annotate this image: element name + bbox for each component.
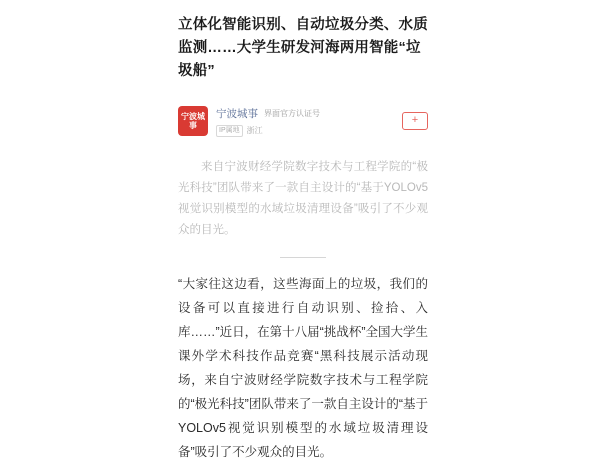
account-ip-line: [216, 125, 402, 137]
ip-label: IP属地: [216, 125, 243, 137]
avatar[interactable]: 宁波城事: [178, 106, 208, 136]
account-name-line: [216, 106, 402, 121]
account-name[interactable]: 宁波城事: [216, 107, 258, 120]
follow-button[interactable]: +: [402, 112, 428, 130]
account-meta: [216, 106, 402, 137]
status-badge: 界面官方认证号: [264, 108, 320, 118]
page-title: 立体化智能识别、自动垃圾分类、水质监测……大学生研发河海两用智能“垃圾船”: [178, 17, 428, 79]
account-header: [178, 101, 428, 141]
divider: [280, 257, 326, 258]
divider-wrap: [178, 257, 428, 258]
ip-location: 浙江: [246, 126, 263, 135]
article-body: [178, 272, 428, 464]
article-content: [178, 0, 428, 464]
article-summary: 来自宁波财经学院数字技术与工程学院的“极光科技”团队带来了一款自主设计的“基于YOLOv5视觉识别模型的水域垃圾清理设备”吸引了不少观众的目光。: [178, 161, 428, 236]
article-paragraph: “大家往这边看，这些海面上的垃圾，我们的设备可以直接进行自动识别、捡拾、入库……”近日，在第十八届“挑战杯”全国大学生课外学术科技作品竞赛“黑科技展示活动现场，来自宁波财经学院数字技术与工程学院的“极光科技”团队带来了一款自主设计的“基于YOLOv5视觉识别模型的水域垃圾清理设备”吸引了不少观众的目光。: [178, 277, 428, 459]
